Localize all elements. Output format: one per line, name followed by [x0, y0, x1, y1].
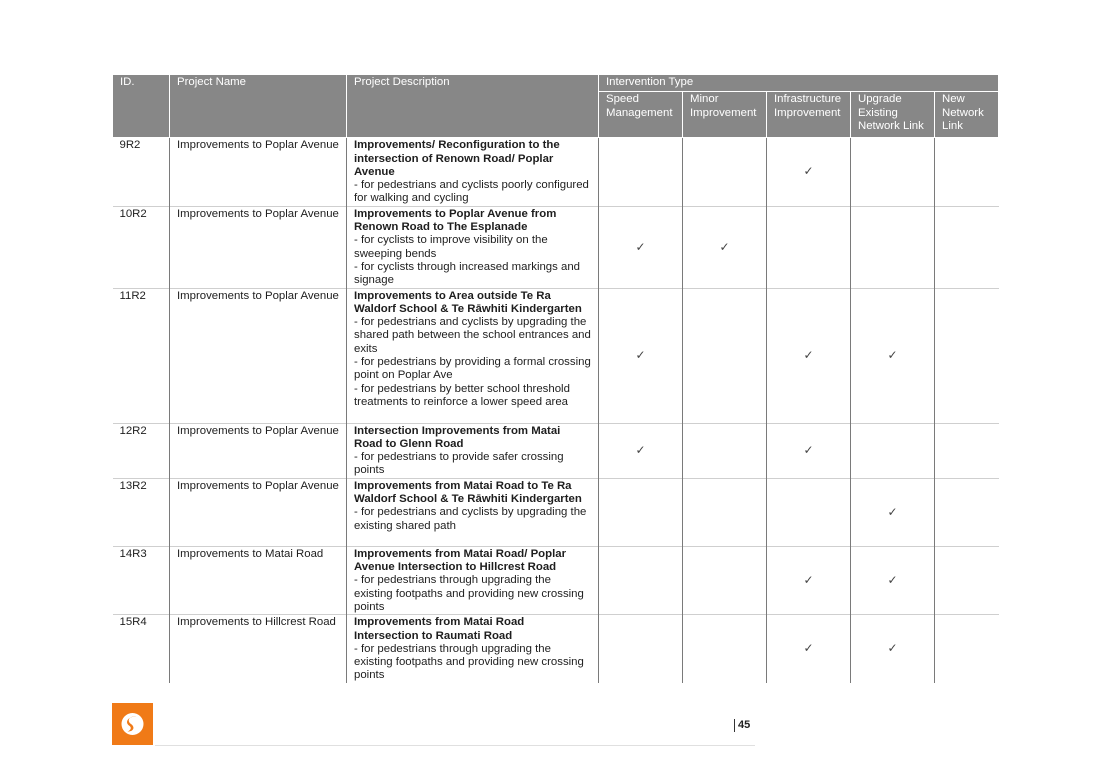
tick-cell-upgrade-existing-link — [851, 478, 935, 546]
checkmark-icon: ✓ — [635, 347, 646, 362]
tick-cell-upgrade-existing-link — [851, 138, 935, 206]
table-row — [113, 206, 999, 288]
page-number: 45 — [734, 719, 750, 732]
tick-cell-new-network-link — [935, 288, 999, 423]
tick-cell-infrastructure-improvement — [767, 138, 851, 206]
project-description — [347, 615, 599, 683]
checkmark-icon: ✓ — [887, 347, 898, 362]
company-logo — [112, 703, 153, 745]
tick-cell-upgrade-existing-link — [851, 206, 935, 288]
checkmark-icon: ✓ — [887, 504, 898, 519]
tick-cell-minor-improvement — [683, 478, 767, 546]
tick-cell-upgrade-existing-link — [851, 423, 935, 478]
header-speed-management: Speed Management — [599, 92, 683, 138]
tick-cell-minor-improvement — [683, 288, 767, 423]
description-item: - for pedestrians through upgrading the existing footpaths and providing new crossing points — [354, 574, 584, 613]
tick-cell-speed-management — [599, 423, 683, 478]
tick-cell-infrastructure-improvement — [767, 288, 851, 423]
tick-cell-infrastructure-improvement — [767, 615, 851, 683]
checkmark-icon: ✓ — [887, 641, 898, 656]
description-title: Improvements from Matai Road Intersection to Raumati Road — [354, 616, 525, 642]
header-upgrade-existing-network-link: Upgrade Existing Network Link — [851, 92, 935, 138]
tick-cell-new-network-link — [935, 615, 999, 683]
project-description — [347, 138, 599, 206]
table-row — [113, 546, 999, 614]
tick-cell-new-network-link — [935, 138, 999, 206]
project-id: 15R4 — [113, 615, 170, 683]
tick-cell-upgrade-existing-link — [851, 615, 935, 683]
description-title: Improvements to Area outside Te Ra Waldorf School & Te Rāwhiti Kindergarten — [354, 289, 582, 315]
project-id: 14R3 — [113, 546, 170, 614]
tick-cell-speed-management — [599, 546, 683, 614]
project-id: 10R2 — [113, 206, 170, 288]
tick-cell-new-network-link — [935, 423, 999, 478]
tick-cell-speed-management — [599, 206, 683, 288]
project-name: Improvements to Matai Road — [170, 546, 347, 614]
header-new-network-link: New Network Link — [935, 92, 999, 138]
checkmark-icon: ✓ — [803, 572, 814, 587]
description-item: - for cyclists to improve visibility on the sweeping bends — [354, 234, 548, 260]
tick-cell-speed-management — [599, 478, 683, 546]
tick-cell-minor-improvement — [683, 546, 767, 614]
project-id: 11R2 — [113, 288, 170, 423]
project-name: Improvements to Hillcrest Road — [170, 615, 347, 683]
project-id: 13R2 — [113, 478, 170, 546]
header-minor-improvement: Minor Improvement — [683, 92, 767, 138]
table-row — [113, 138, 999, 206]
project-description — [347, 546, 599, 614]
tick-cell-minor-improvement — [683, 423, 767, 478]
tick-cell-infrastructure-improvement — [767, 206, 851, 288]
checkmark-icon: ✓ — [803, 164, 814, 179]
project-name: Improvements to Poplar Avenue — [170, 288, 347, 423]
table-body — [113, 138, 999, 683]
tick-cell-new-network-link — [935, 206, 999, 288]
header-project-name: Project Name — [170, 75, 347, 138]
header-infrastructure-improvement: Infrastructure Improvement — [767, 92, 851, 138]
project-description — [347, 478, 599, 546]
intervention-table — [112, 74, 999, 683]
tick-cell-infrastructure-improvement — [767, 423, 851, 478]
project-description — [347, 423, 599, 478]
header-intervention-type: Intervention Type — [599, 75, 999, 92]
description-item: - for pedestrians and cyclists by upgrading the shared path between the school entrances and exits — [354, 316, 591, 355]
project-name: Improvements to Poplar Avenue — [170, 478, 347, 546]
project-id: 12R2 — [113, 423, 170, 478]
description-title: Improvements from Matai Road to Te Ra Waldorf School & Te Rāwhiti Kindergarten — [354, 479, 582, 506]
description-item: - for pedestrians to provide safer crossing points — [354, 451, 564, 477]
tick-cell-infrastructure-improvement — [767, 546, 851, 614]
project-name: Improvements to Poplar Avenue — [170, 138, 347, 206]
tick-cell-speed-management — [599, 288, 683, 423]
table-row — [113, 478, 999, 546]
description-title: Improvements/ Reconfiguration to the intersection of Renown Road/ Poplar Avenue — [354, 139, 560, 178]
project-description — [347, 206, 599, 288]
tick-cell-infrastructure-improvement — [767, 478, 851, 546]
description-title: Intersection Improvements from Matai Road to Glenn Road — [354, 424, 561, 450]
project-name: Improvements to Poplar Avenue — [170, 206, 347, 288]
description-item: - for pedestrians and cyclists poorly configured for walking and cycling — [354, 179, 589, 205]
tick-cell-speed-management — [599, 138, 683, 206]
description-title: Improvements from Matai Road/ Poplar Avenue Intersection to Hillcrest Road — [354, 547, 567, 574]
tick-cell-upgrade-existing-link — [851, 288, 935, 423]
tick-cell-minor-improvement — [683, 615, 767, 683]
header-project-description: Project Description — [347, 75, 599, 138]
description-item: - for pedestrians and cyclists by upgrading the existing shared path — [354, 506, 587, 532]
header-id: ID. — [113, 75, 170, 138]
project-id: 9R2 — [119, 139, 141, 152]
footer-rule — [155, 745, 755, 746]
checkmark-icon: ✓ — [803, 641, 814, 656]
table-row — [113, 615, 999, 683]
tick-cell-new-network-link — [935, 478, 999, 546]
tick-cell-minor-improvement — [683, 138, 767, 206]
checkmark-icon: ✓ — [803, 347, 814, 362]
tick-cell-minor-improvement — [683, 206, 767, 288]
description-item: - for pedestrians by better school threshold treatments to reinforce a lower speed area — [354, 382, 570, 408]
project-name: Improvements to Poplar Avenue — [170, 423, 347, 478]
checkmark-icon: ✓ — [635, 239, 646, 254]
tick-cell-speed-management — [599, 615, 683, 683]
description-item: - for cyclists through increased markings and signage — [354, 260, 581, 287]
description-item: - for pedestrians through upgrading the existing footpaths and providing new crossing points — [354, 642, 584, 682]
checkmark-icon: ✓ — [719, 239, 730, 254]
checkmark-icon: ✓ — [803, 443, 814, 457]
tick-cell-upgrade-existing-link — [851, 546, 935, 614]
table-row — [113, 423, 999, 478]
swirl-s-icon — [112, 703, 153, 745]
project-description — [347, 288, 599, 423]
checkmark-icon: ✓ — [887, 572, 898, 587]
checkmark-icon: ✓ — [635, 443, 646, 457]
description-title: Improvements to Poplar Avenue from Renown Road to The Esplanade — [354, 207, 557, 234]
tick-cell-new-network-link — [935, 546, 999, 614]
description-item: - for pedestrians by providing a formal crossing point on Poplar Ave — [354, 356, 591, 382]
table-row — [113, 288, 999, 423]
